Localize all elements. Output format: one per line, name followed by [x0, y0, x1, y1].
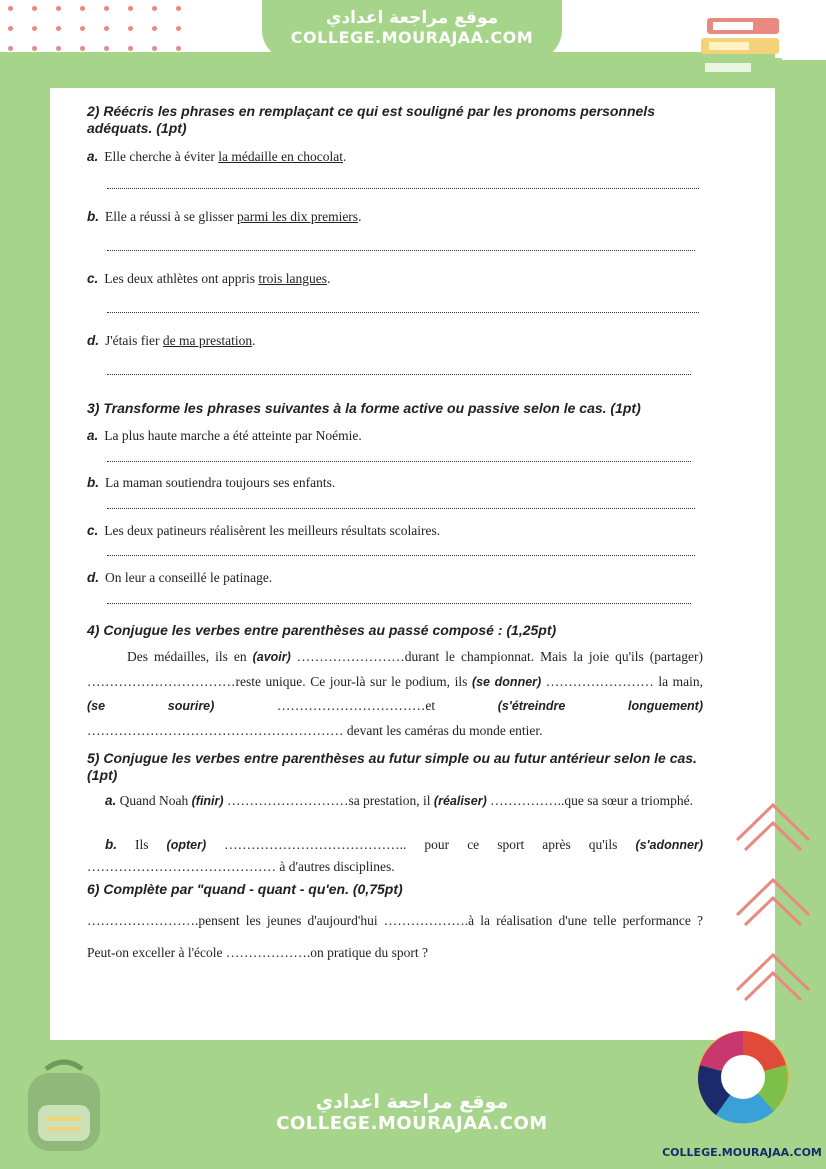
q3-item-c — [87, 522, 703, 539]
verb-hint: (avoir) — [252, 650, 291, 664]
decorative-dots — [8, 6, 208, 56]
chevron-up-icon — [735, 870, 811, 940]
answer-line[interactable] — [107, 374, 691, 375]
item-label: b. — [105, 837, 117, 852]
q5-item-a — [87, 790, 703, 812]
verb-hint: (réaliser) — [433, 794, 487, 808]
verb-hint: (opter) — [166, 838, 207, 852]
q3-item-a — [87, 427, 703, 444]
sentence-text: Elle cherche à éviter — [104, 149, 219, 164]
header-banner[interactable] — [262, 0, 562, 60]
q4-title: 4) Conjugue les verbes entre parenthèses au passé composé : (1,25pt) — [87, 622, 557, 638]
paragraph-text: ………………………sa prestation, il — [223, 793, 434, 808]
sentence-text: Elle a réussi à se glisser — [105, 209, 237, 224]
sentence-text: Les deux patineurs réalisèrent les meilleurs résultats scolaires. — [104, 523, 441, 538]
footer-banner[interactable] — [262, 1075, 562, 1169]
sentence-text: Les deux athlètes ont appris — [104, 271, 259, 286]
q3-item-d — [87, 569, 703, 586]
site-arabic-name: موقع مراجعة اعدادي — [325, 8, 499, 28]
q3-item-b — [87, 474, 703, 491]
answer-line[interactable] — [107, 461, 691, 462]
item-label: c. — [87, 523, 99, 538]
backpack-icon — [16, 1055, 112, 1155]
item-label: a. — [87, 149, 99, 164]
sentence-end: . — [358, 209, 362, 224]
q2-title: 2) Réécris les phrases en remplaçant ce qui est souligné par les pronoms personnels adéquats. (1pt) — [87, 103, 655, 136]
q4-paragraph — [87, 645, 703, 742]
site-logo-icon[interactable] — [694, 1025, 792, 1137]
item-label: b. — [87, 475, 99, 490]
verb-hint: (finir) — [191, 794, 224, 808]
paragraph-text: Quand Noah — [116, 793, 192, 808]
item-label: d. — [87, 333, 99, 348]
answer-line[interactable] — [107, 603, 691, 604]
site-logo-text: COLLEGE.MOURAJAA.COM — [662, 1146, 822, 1159]
item-label: c. — [87, 271, 99, 286]
item-label: b. — [87, 209, 99, 224]
q2-item-b — [87, 208, 703, 225]
paragraph-text: ………………………………….. pour ce sport après qu'ils — [206, 837, 636, 852]
q3-title: 3) Transforme les phrases suivantes à la forme active ou passive selon le cas. (1pt) — [87, 400, 641, 416]
sentence-end: . — [252, 333, 256, 348]
site-arabic-name: موقع مراجعة اعدادي — [315, 1091, 509, 1113]
paragraph-text: ……………………………et — [214, 698, 498, 713]
underlined-phrase: de ma prestation — [162, 333, 253, 348]
sentence-end: . — [343, 149, 347, 164]
sentence-text: J'étais fier — [105, 333, 163, 348]
verb-hint: (se sourire) — [87, 699, 215, 713]
sentence-end: . — [326, 271, 331, 286]
paragraph-text: …………………………………… à d'autres disciplines. — [87, 859, 395, 874]
answer-line[interactable] — [107, 250, 695, 251]
site-domain: COLLEGE.MOURAJAA.COM — [276, 1113, 548, 1134]
q5-item-b — [87, 834, 703, 878]
verb-hint: (s'adonner) — [635, 838, 703, 852]
paragraph-text: ……………..que sa sœur a triomphé. — [486, 793, 693, 808]
answer-line[interactable] — [107, 312, 699, 313]
q6-title: 6) Complète par "quand - quant - qu'en. (0,75pt) — [87, 881, 403, 897]
underlined-phrase: parmi les dix premiers — [236, 209, 359, 224]
answer-line[interactable] — [107, 188, 699, 189]
site-domain: COLLEGE.MOURAJAA.COM — [290, 28, 534, 47]
chevron-up-icon — [735, 945, 811, 1015]
q5-title: 5) Conjugue les verbes entre parenthèses au futur simple ou au futur antérieur selon le cas. (1pt) — [87, 750, 697, 783]
books-icon — [695, 10, 795, 90]
chevron-up-icon — [735, 795, 811, 865]
q2-item-c — [87, 270, 703, 287]
underlined-phrase: la médaille en chocolat — [218, 149, 344, 164]
paragraph-text: …………………… la main, — [541, 673, 703, 689]
verb-hint: (s'étreindre longuement) — [497, 699, 703, 713]
sentence-text: La plus haute marche a été atteinte par Noémie. — [104, 428, 362, 443]
paragraph-text: ………………………………………………… devant les caméras du monde entier. — [87, 722, 543, 738]
item-label: d. — [87, 570, 99, 585]
sentence-text: La maman soutiendra toujours ses enfants. — [105, 475, 336, 490]
item-label: a. — [87, 428, 99, 443]
sentence-text: On leur a conseillé le patinage. — [105, 570, 273, 585]
q2-item-a — [87, 148, 703, 165]
verb-hint: (se donner) — [471, 674, 542, 689]
frame-left — [0, 52, 50, 1169]
item-label: a. — [105, 793, 117, 808]
paragraph-text: ……………………durant le championnat. Mais la joie qu'ils (partager) ……………………………reste unique. Ce jour-là sur le podium, ils — [87, 649, 703, 689]
paragraph-text: Ils — [117, 837, 167, 852]
answer-line[interactable] — [107, 555, 695, 556]
paragraph-text: Des médailles, ils en — [127, 649, 253, 664]
answer-line[interactable] — [107, 508, 695, 509]
q2-item-d — [87, 332, 703, 349]
q6-paragraph: …………………….pensent les jeunes d'aujourd'hui ……………….à la réalisation d'une telle performance ? Peut-on exceller à l'école ……………….on pratique du sport ? — [87, 913, 703, 960]
underlined-phrase: trois langues — [258, 271, 327, 286]
